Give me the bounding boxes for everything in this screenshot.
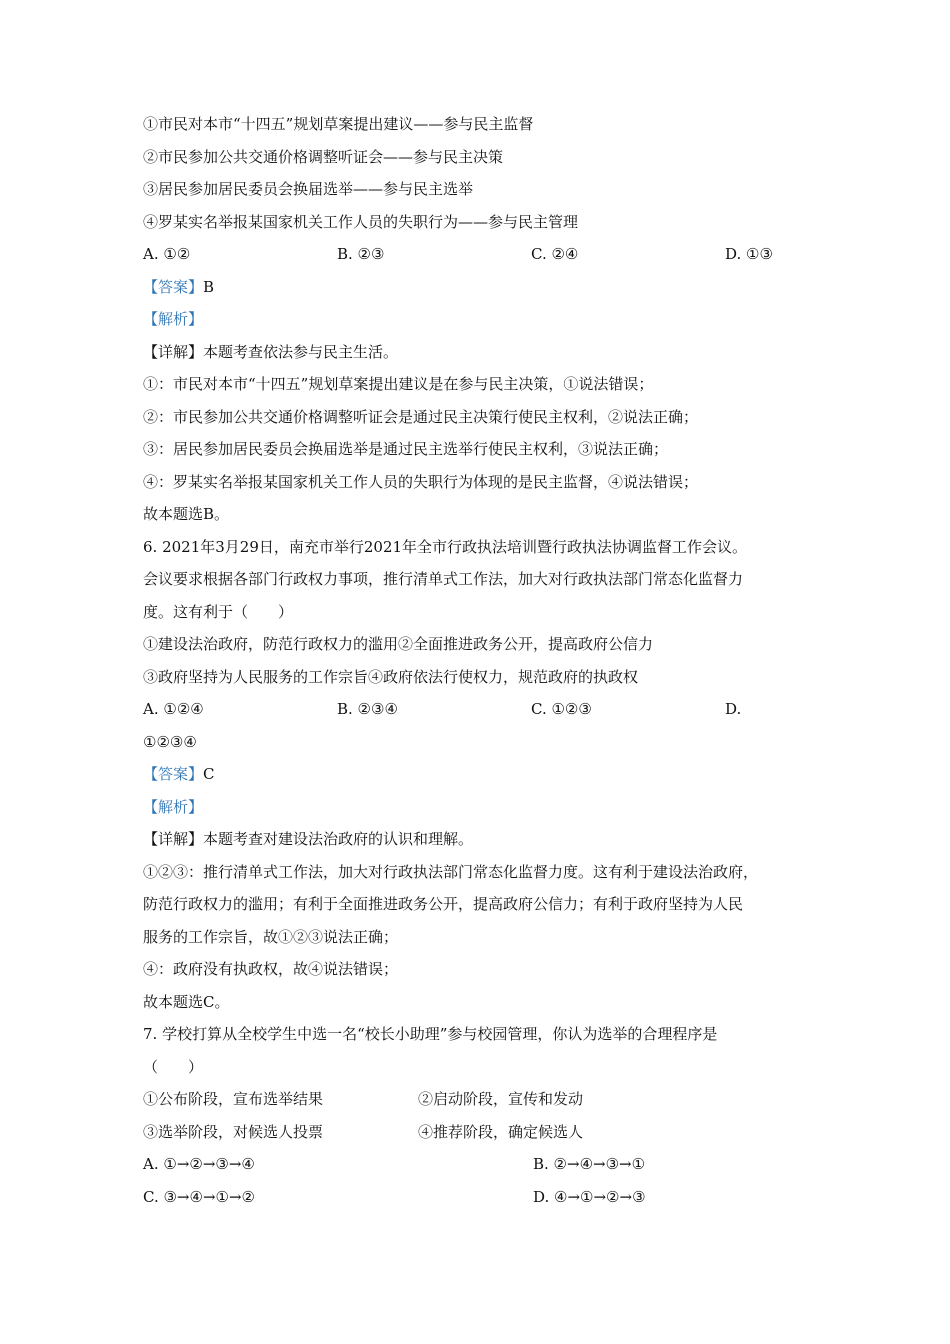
answer-value: C bbox=[203, 765, 215, 783]
q6-answer bbox=[143, 758, 823, 791]
q6-explain-4: ④：政府没有执政权，故④说法错误； bbox=[143, 960, 399, 978]
q6-conclusion: 故本题选C。 bbox=[143, 992, 230, 1011]
detail-text: 本题考查对建设法治政府的认识和理解。 bbox=[203, 830, 474, 848]
q7-items-row-1 bbox=[143, 1083, 823, 1116]
q6-stem-3: 度。这有利于（ ） bbox=[143, 602, 294, 621]
q5-item-3: ③居民参加居民委员会换届选举——参与民主选举 bbox=[143, 180, 474, 198]
q5-item-4: ④罗某实名举报某国家机关工作人员的失职行为——参与民主管理 bbox=[143, 212, 579, 231]
q6-options bbox=[143, 693, 823, 726]
q5-detail bbox=[143, 336, 823, 369]
answer-value: B bbox=[203, 277, 215, 296]
q7-option-d: D. ④→①→②→③ bbox=[533, 1187, 646, 1206]
q5-options bbox=[143, 238, 823, 271]
q7-item-1: ①公布阶段，宣布选举结果 bbox=[143, 1090, 324, 1108]
q6-option-a: A. ①②④ bbox=[143, 700, 204, 718]
q5-item-1: ①市民对本市“十四五”规划草案提出建议——参与民主监督 bbox=[143, 115, 534, 133]
q5-option-c: C. ②④ bbox=[531, 245, 579, 263]
q7-option-a: A. ①→②→③→④ bbox=[143, 1155, 255, 1173]
q5-explain-2: ②：市民参加公共交通价格调整听证会是通过民主决策行使民主权利，②说法正确； bbox=[143, 407, 699, 426]
q6-item-1: ①建设法治政府，防范行政权力的滥用②全面推进政务公开，提高政府公信力 bbox=[143, 635, 654, 653]
answer-tag: 【答案】 bbox=[143, 765, 204, 783]
q7-options-row-1 bbox=[143, 1148, 823, 1181]
q6-explain-3: 服务的工作宗旨，故①②③说法正确； bbox=[143, 927, 399, 946]
q7-item-3: ③选举阶段，对候选人投票 bbox=[143, 1122, 324, 1141]
q7-option-b: B. ②→④→③→① bbox=[533, 1155, 646, 1173]
q5-option-d: D. ①③ bbox=[725, 245, 773, 263]
q6-analysis-tag: 【解析】 bbox=[143, 797, 204, 816]
q6-option-d-value: ①②③④ bbox=[143, 732, 197, 751]
q5-explain-3: ③：居民参加居民委员会换届选举是通过民主选举行使民主权利，③说法正确； bbox=[143, 440, 669, 458]
q7-item-4: ④推荐阶段，确定候选人 bbox=[418, 1122, 584, 1141]
detail-tag: 【详解】 bbox=[143, 342, 204, 361]
q6-explain-2: 防范行政权力的滥用；有利于全面推进政务公开，提高政府公信力；有利于政府坚持为人民 bbox=[143, 895, 744, 913]
q7-item-2: ②启动阶段，宣传和发动 bbox=[418, 1090, 584, 1108]
q5-answer bbox=[143, 271, 823, 304]
detail-text: 本题考查依法参与民主生活。 bbox=[203, 342, 399, 361]
q6-stem-1: 6. 2021年3月29日，南充市举行2021年全市行政执法培训暨行政执法协调监督工作会议。 bbox=[143, 537, 748, 556]
document-page bbox=[143, 108, 823, 1213]
q6-explain-1: ①②③：推行清单式工作法，加大对行政执法部门常态化监督力度。这有利于建设法治政府， bbox=[143, 862, 759, 881]
q7-items-row-2 bbox=[143, 1116, 823, 1149]
q6-item-2: ③政府坚持为人民服务的工作宗旨④政府依法行使权力，规范政府的执政权 bbox=[143, 667, 639, 686]
q5-option-b: B. ②③ bbox=[337, 245, 385, 263]
q5-explain-1: ①：市民对本市“十四五”规划草案提出建议是在参与民主决策，①说法错误； bbox=[143, 375, 654, 393]
q5-item-2: ②市民参加公共交通价格调整听证会——参与民主决策 bbox=[143, 147, 504, 166]
q5-analysis-tag: 【解析】 bbox=[143, 310, 204, 328]
q7-stem-1: 7. 学校打算从全校学生中选一名“校长小助理”参与校园管理，你认为选举的合理程序是 bbox=[143, 1025, 718, 1043]
detail-tag: 【详解】 bbox=[143, 830, 204, 848]
q5-conclusion: 故本题选B。 bbox=[143, 505, 230, 523]
q6-option-d: D. bbox=[725, 700, 742, 718]
q5-explain-4: ④：罗某实名举报某国家机关工作人员的失职行为体现的是民主监督，④说法错误； bbox=[143, 472, 699, 491]
answer-tag: 【答案】 bbox=[143, 277, 204, 296]
q6-option-c: C. ①②③ bbox=[531, 700, 592, 718]
q5-option-a: A. ①② bbox=[143, 245, 191, 263]
q7-stem-2: （ ） bbox=[143, 1057, 204, 1076]
q7-option-c: C. ③→④→①→② bbox=[143, 1187, 255, 1206]
q6-detail bbox=[143, 823, 823, 856]
q6-stem-2: 会议要求根据各部门行政权力事项，推行清单式工作法，加大对行政执法部门常态化监督力 bbox=[143, 570, 744, 588]
q6-option-b: B. ②③④ bbox=[337, 700, 398, 718]
q7-options-row-2 bbox=[143, 1181, 823, 1214]
